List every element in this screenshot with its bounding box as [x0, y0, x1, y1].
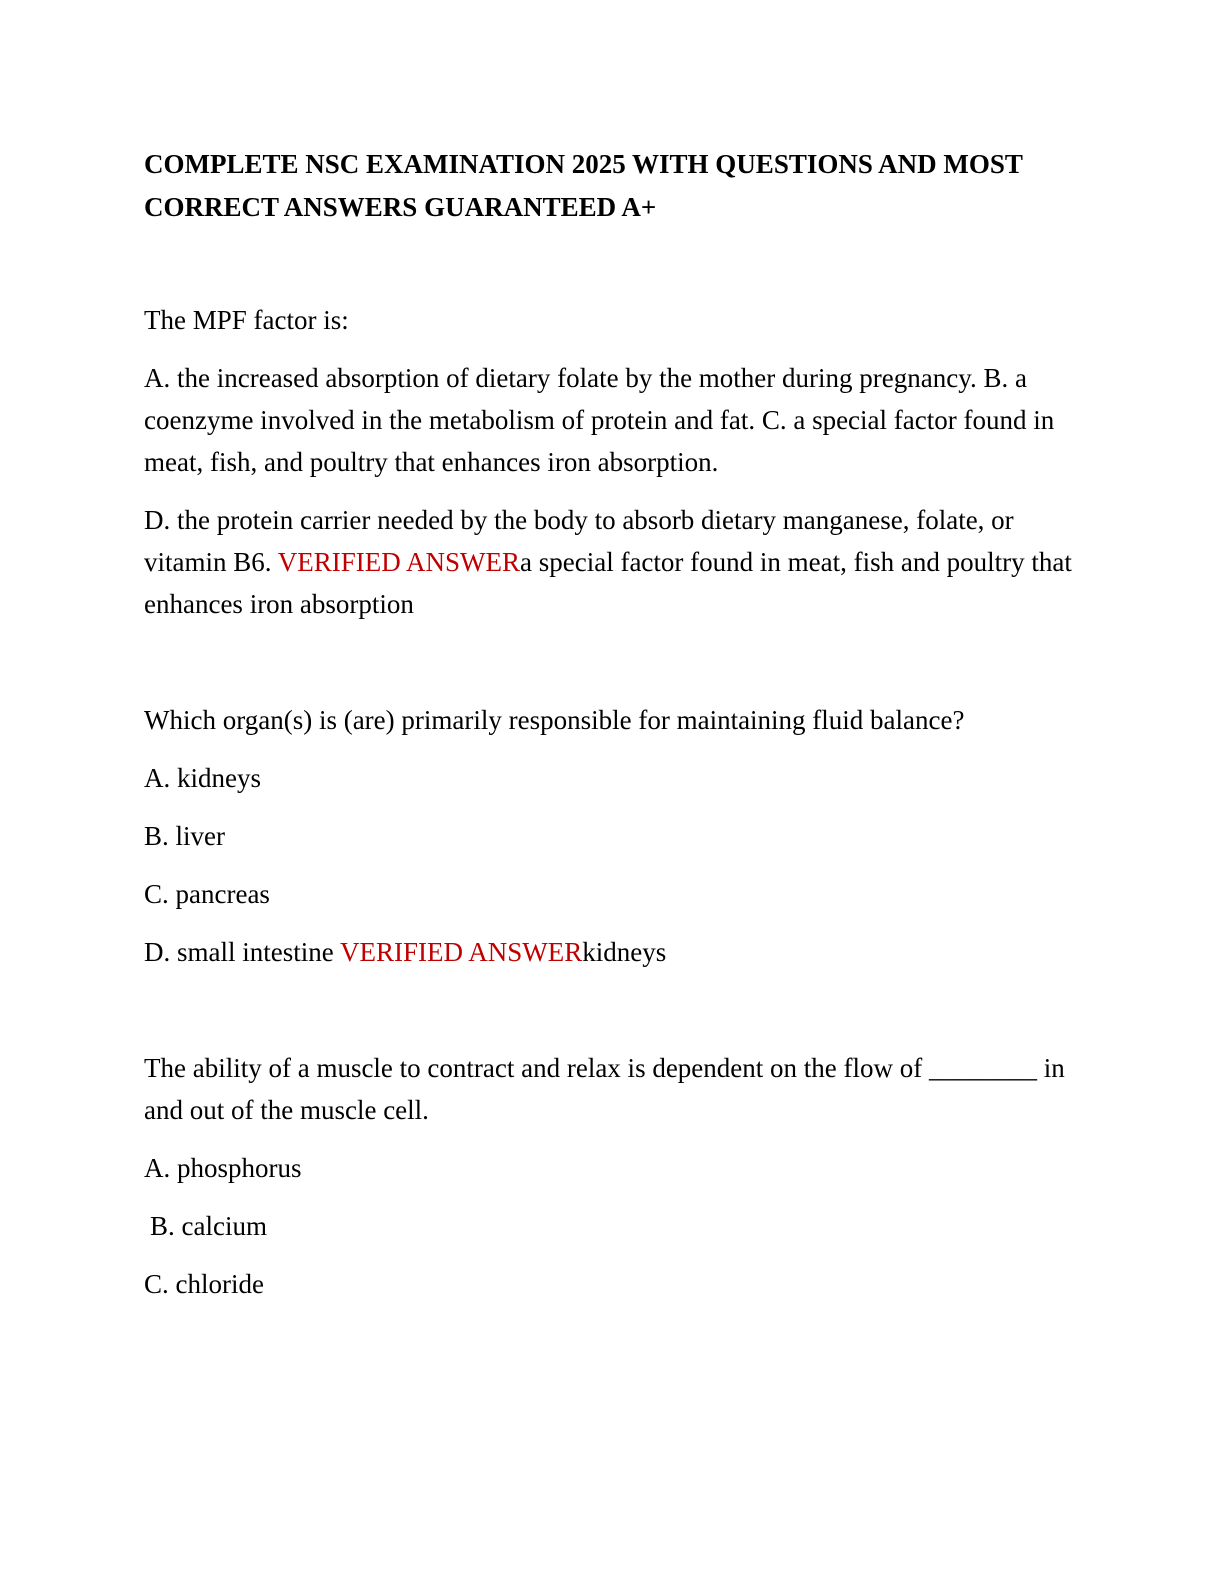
question-2	[144, 699, 1080, 973]
question-2-option-a: A. kidneys	[144, 763, 261, 793]
question-3-option-a: A. phosphorus	[144, 1153, 302, 1183]
question-1-stem: The MPF factor is:	[144, 305, 349, 335]
question-1	[144, 299, 1080, 625]
question-2-option-d-answer	[144, 931, 1080, 973]
question-3	[144, 1047, 1080, 1305]
question-2-answer: kidneys	[582, 937, 667, 967]
question-2-verified-label: VERIFIED ANSWER	[340, 937, 583, 967]
question-3-option-b: B. calcium	[150, 1211, 267, 1241]
question-2-option-b: B. liver	[144, 821, 225, 851]
document-page	[144, 143, 1080, 1305]
question-1-option-d-answer	[144, 499, 1080, 625]
question-3-stem: The ability of a muscle to contract and relax is dependent on the flow of ________ in and out of the muscle cell.	[144, 1053, 1065, 1125]
question-1-verified-label: VERIFIED ANSWER	[277, 547, 521, 577]
question-1-option-d: D. the protein carrier needed by the body to absorb dietary manganese, folate, or vitamin B6.	[144, 505, 1014, 577]
question-2-stem: Which organ(s) is (are) primarily responsible for maintaining fluid balance?	[144, 705, 965, 735]
document-title: COMPLETE NSC EXAMINATION 2025 WITH QUESTIONS AND MOST CORRECT ANSWERS GUARANTEED A+	[144, 149, 1023, 222]
question-2-option-c: C. pancreas	[144, 879, 270, 909]
question-1-answer: a special factor found in meat, fish and poultry that enhances iron absorption	[144, 547, 1072, 619]
question-2-option-d: D. small intestine	[144, 937, 340, 967]
question-1-options-abc: A. the increased absorption of dietary folate by the mother during pregnancy. B. a coenzyme involved in the metabolism of protein and fat. C. a special factor found in meat, fish, and poultry that enhances iron absorption.	[144, 363, 1055, 477]
question-3-option-c: C. chloride	[144, 1269, 264, 1299]
